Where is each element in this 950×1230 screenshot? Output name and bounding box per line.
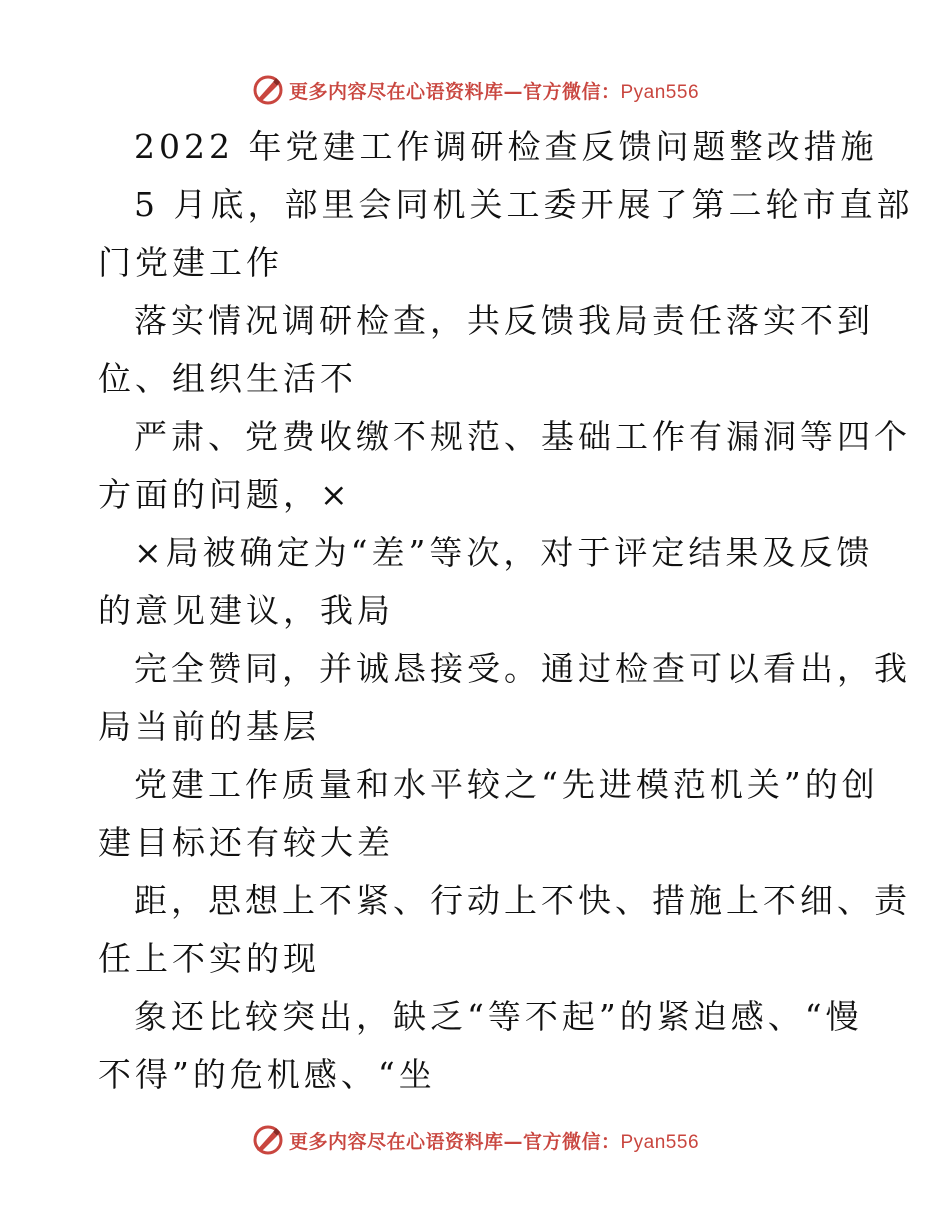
watermark-text: 更多内容尽在心语资料库—官方微信：Pyan556 [288, 80, 700, 103]
text-line: 的意见建议，我局 [98, 591, 394, 630]
pen-logo-icon [251, 73, 285, 107]
text-line: 位、组织生活不 [98, 359, 357, 398]
text-line: 门党建工作 [98, 243, 283, 282]
text-line: 局当前的基层 [98, 707, 320, 746]
document-body [98, 118, 914, 1104]
watermark-text: 更多内容尽在心语资料库—官方微信：Pyan556 [288, 1130, 700, 1153]
text-line: 严肃、党费收缴不规范、基础工作有漏洞等四个 [134, 417, 911, 456]
text-line: 任上不实的现 [98, 939, 320, 978]
text-line: 建目标还有较大差 [98, 823, 394, 862]
text-line: 距，思想上不紧、行动上不快、措施上不细、责 [134, 881, 911, 920]
text-line: 5 月底，部里会同机关工委开展了第二轮市直部 [134, 185, 914, 224]
text-line: 完全赞同，并诚恳接受。通过检查可以看出，我 [134, 649, 911, 688]
header-watermark [0, 70, 950, 110]
text-line: ×局被确定为“差”等次，对于评定结果及反馈 [134, 533, 874, 572]
text-line: 象还比较突出，缺乏“等不起”的紧迫感、“慢 [134, 997, 863, 1036]
pen-logo-icon [251, 1123, 285, 1157]
footer-watermark [0, 1120, 950, 1160]
text-line: 2022 年党建工作调研检查反馈问题整改措施 [134, 127, 878, 166]
text-line: 党建工作质量和水平较之“先进模范机关”的创 [134, 765, 879, 804]
text-line: 不得”的危机感、“坐 [98, 1055, 436, 1094]
text-line: 落实情况调研检查，共反馈我局责任落实不到 [134, 301, 874, 340]
text-line: 方面的问题，× [98, 475, 352, 514]
